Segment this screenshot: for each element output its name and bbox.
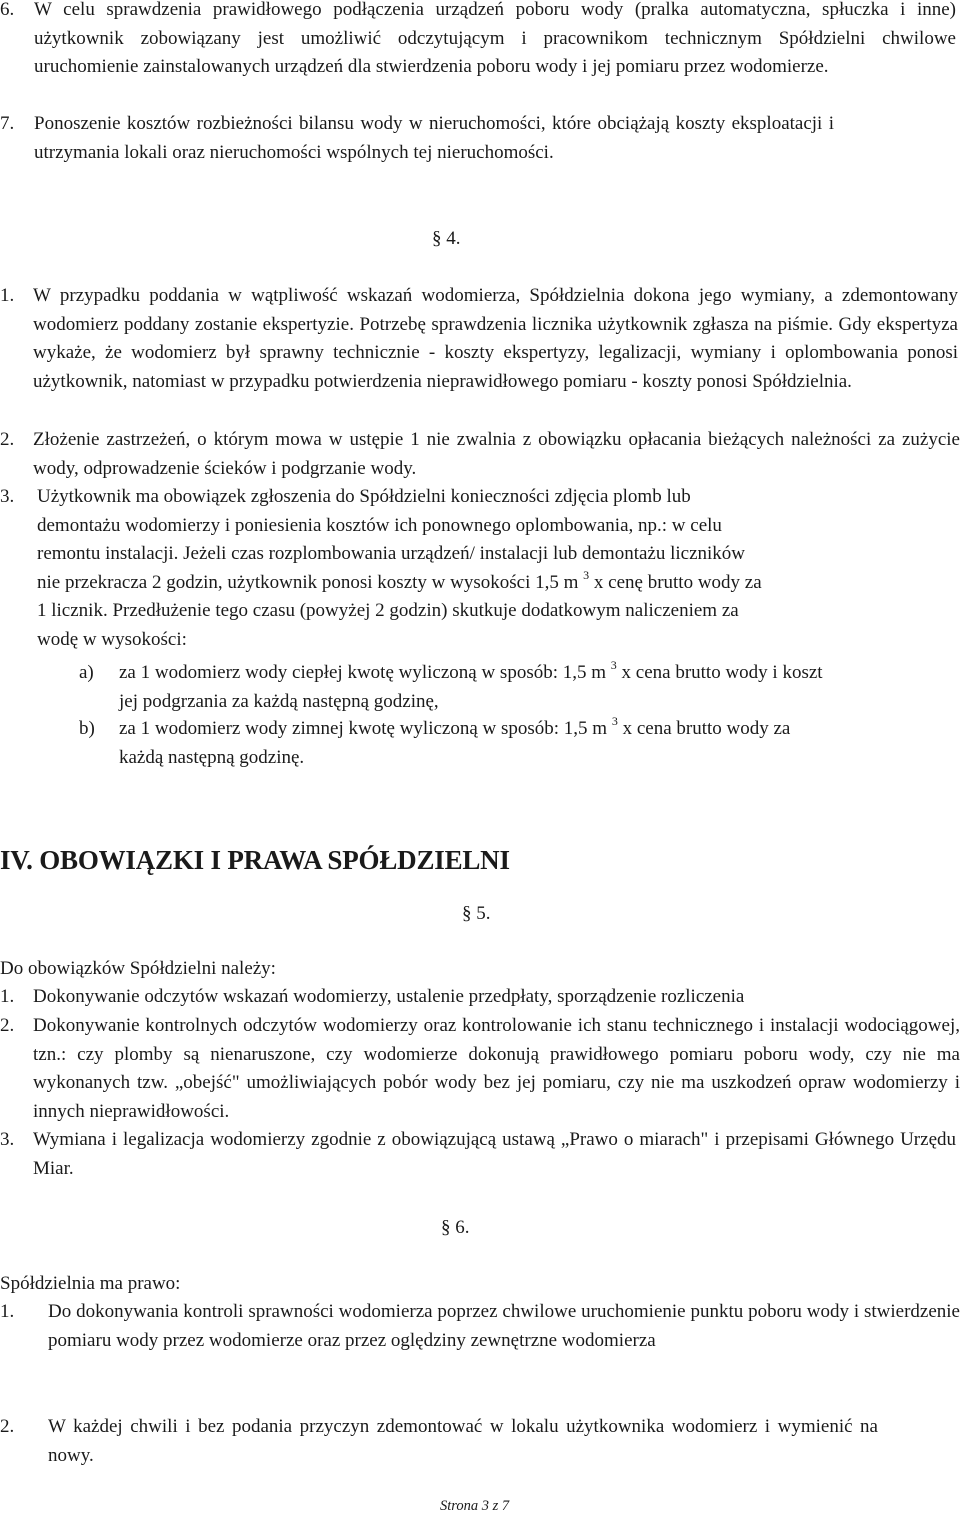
item-text: Złożenie zastrzeżeń, o którym mowa w ustępie 1 nie zwalnia z obowiązku opłacania bieżących należności za zużycie wody, odprowadzenie ścieków i podgrzanie wody.	[33, 429, 960, 479]
item-number: 2.	[0, 1015, 15, 1036]
paragraph-4-1	[0, 282, 958, 396]
subitem-text-line: każdą następną godzinę.	[119, 747, 305, 768]
item-text: Dokonywanie kontrolnych odczytów wodomierzy oraz kontrolowanie ich stanu technicznego i instalacji wodociągowej, tzn.: czy plomby są nienaruszone, czy wodomierze dokonują prawidłowego pomiaru poboru wody, czy nie ma wykonanych tzw. „obejść" umożliwiających pobór wody bez jej pomiaru, czy nie ma uszkodzeń opraw wodomierzy i innych nieprawidłowości.	[33, 1015, 960, 1122]
section-5-intro: Do obowiązków Spółdzielni należy:	[0, 958, 276, 979]
paragraph-6	[0, 0, 956, 82]
item-number: 3.	[0, 1129, 15, 1150]
item-number: 1.	[0, 986, 15, 1007]
paragraph-5-1	[0, 983, 956, 1012]
item-text: W celu sprawdzenia prawidłowego podłączenia urządzeń poboru wody (pralka automatyczna, spłuczka i inne) użytkownik zobowiązany jest umożliwić odczytującym i pracownikom technicznym Spółdzielni chwilowe uruchomienie zainstalowanych urządzeń dla stwierdzenia poboru wody i jej pomiaru przez wodomierze.	[34, 0, 956, 78]
paragraph-4-2	[0, 426, 960, 483]
paragraph-5-2	[0, 1012, 960, 1126]
text-fragment: za 1 wodomierz wody ciepłej kwotę wyliczoną w sposób: 1,5 m	[119, 662, 607, 683]
item-text: Do dokonywania kontroli sprawności wodomierza poprzez chwilowe uruchomienie punktu poboru wody i stwierdzenie pomiaru wody przez wodomierze oraz przez oględziny zewnętrzne wodomierza	[48, 1301, 960, 1351]
paragraph-6-2	[0, 1413, 900, 1470]
section-mark-4: § 4.	[432, 228, 461, 249]
item-number: 6.	[0, 0, 15, 20]
item-text-line: wodę w wysokości:	[37, 629, 187, 650]
section-title: IV. OBOWIĄZKI I PRAWA SPÓŁDZIELNI	[0, 845, 510, 875]
paragraph-7	[0, 110, 956, 167]
superscript: 3	[611, 713, 618, 728]
subitem-text-line: jej podgrzania za każdą następną godzinę,	[119, 691, 439, 712]
superscript: 3	[583, 567, 590, 582]
item-text: W przypadku poddania w wątpliwość wskazań wodomierza, Spółdzielnia dokona jego wymiany, a zdemontowany wodomierz poddany zostanie ekspertyzie. Potrzebę sprawdzenia licznika użytkownik zgłasza na piśmie. Gdy ekspertyza wykaże, że wodomierz był sprawny technicznie - koszty ekspertyzy, legalizacji, wymiany i oplombowania ponosi użytkownik, natomiast w przypadku potwierdzenia nieprawidłowego pomiaru - koszty ponosi Spółdzielnia.	[33, 285, 958, 392]
section-6-intro: Spółdzielnia ma prawo:	[0, 1273, 181, 1294]
item-number: 7.	[0, 113, 15, 134]
item-number: 1.	[0, 1301, 15, 1322]
section-mark-5: § 5.	[462, 903, 491, 924]
subitem-text-line	[119, 659, 823, 688]
item-text-line	[37, 569, 762, 598]
item-text-line: remontu instalacji. Jeżeli czas rozplombowania urządzeń/ instalacji lub demontażu liczników	[37, 543, 746, 564]
item-text: Ponoszenie kosztów rozbieżności bilansu wody w nieruchomości, które obciążają koszty eksploatacji i utrzymania lokali oraz nieruchomości wspólnych tej nieruchomości.	[34, 113, 834, 163]
text-fragment: nie przekracza 2 godzin, użytkownik ponosi koszty w wysokości 1,5 m	[37, 572, 579, 593]
page-number-footer: Strona 3 z 7	[440, 1498, 510, 1514]
paragraph-6-1	[0, 1298, 960, 1355]
item-text: Dokonywanie odczytów wskazań wodomierzy, ustalenie przedpłaty, sporządzenie rozliczenia	[33, 986, 745, 1007]
subitem-label: b)	[79, 718, 95, 739]
subitem-text-line	[119, 715, 790, 744]
text-fragment: x cena brutto wody za	[622, 718, 791, 739]
item-text-line: demontażu wodomierzy i poniesienia kosztów ich ponownego oplombowania, np.: w celu	[37, 515, 722, 536]
text-fragment: x cenę brutto wody za	[593, 572, 762, 593]
item-number: 2.	[0, 429, 15, 450]
item-text-line: 1 licznik. Przedłużenie tego czasu (powyżej 2 godzin) skutkuje dodatkowym naliczeniem za	[37, 600, 739, 621]
item-text: Wymiana i legalizacja wodomierzy zgodnie z obowiązującą ustawą „Prawo o miarach" i przepisami Głównego Urzędu Miar.	[33, 1129, 956, 1179]
item-number: 3.	[0, 486, 15, 507]
item-text-line: Użytkownik ma obowiązek zgłoszenia do Spółdzielni konieczności zdjęcia plomb lub	[37, 486, 691, 507]
superscript: 3	[610, 657, 617, 672]
item-number: 2.	[0, 1416, 15, 1437]
text-fragment: x cena brutto wody i koszt	[621, 662, 823, 683]
text-fragment: za 1 wodomierz wody zimnej kwotę wyliczoną w sposób: 1,5 m	[119, 718, 608, 739]
subitem-label: a)	[79, 662, 94, 683]
item-text: W każdej chwili i bez podania przyczyn zdemontować w lokalu użytkownika wodomierz i wymienić na nowy.	[48, 1416, 878, 1466]
section-mark-6: § 6.	[441, 1217, 470, 1238]
paragraph-5-3	[0, 1126, 956, 1183]
item-number: 1.	[0, 285, 15, 306]
